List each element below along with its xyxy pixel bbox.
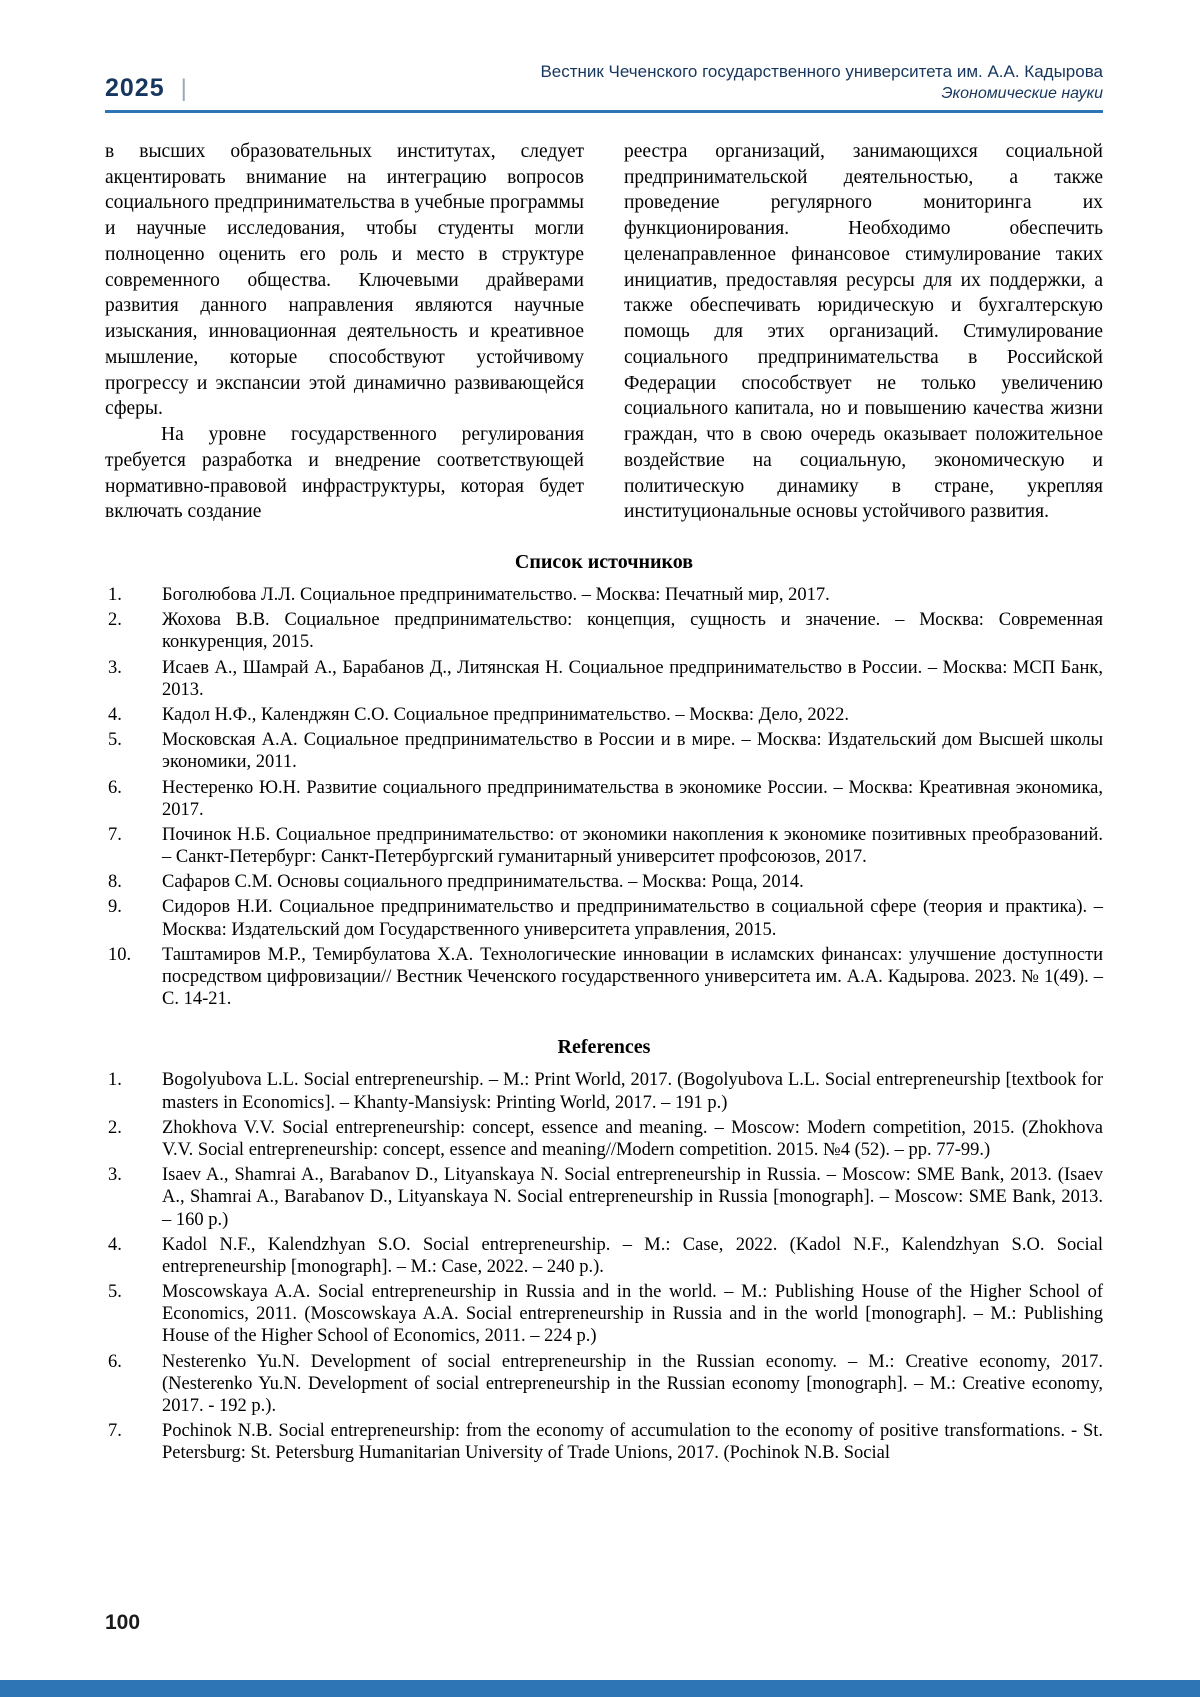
journal-section-label: Экономические науки [941, 85, 1103, 102]
references-heading: References [557, 1036, 651, 1059]
body-paragraph: На уровне государственного регулирования требуется разработка и внедрение соответствующей нормативно-правовой инфраструктуры, которая будет включать создание [105, 424, 584, 523]
header-rule [105, 110, 1103, 113]
source-item [105, 704, 1103, 726]
item-text: Kadol N.F., Kalendzhyan S.O. Social entrepreneurship. – M.: Case, 2022. (Kadol N.F., Kalendzhyan S.O. Social entrepreneurship [monograph]. – M.: Case, 2022. – 240 p.). [162, 1234, 1103, 1277]
item-number: 5. [108, 1282, 122, 1303]
item-text: Bogolyubova L.L. Social entrepreneurship. – M.: Print World, 2017. (Bogolyubova L.L. Social entrepreneurship [textbook for masters in Economics]. – Khanty-Mansiysk: Printing World, 2017. – 191 p.) [162, 1070, 1103, 1113]
body-paragraph: реестра организаций, занимающихся социальной предпринимательской деятельностью, а также проведение регулярного мониторинга их функционирования. Необходимо обеспечить целенаправленное финансовое стимулирование таких инициатив, предоставляя ресурсы для их поддержки, а также обеспечивать юридическую и бухгалтерскую помощь для этих организаций. Стимулирование социального предпринимательства в Российской Федерации способствует не только увеличению социального капитала, но и повышению качества жизни граждан, что в свою очередь оказывает положительное воздействие на социальную, экономическую и политическую динамику в стране, укрепляя институциональные основы устойчивого развития. [624, 141, 1103, 523]
page-number: 100 [105, 1611, 141, 1634]
source-item [105, 777, 1103, 821]
item-text: Жохова В.В. Социальное предпринимательство: концепция, сущность и значение. – Москва: Современная конкуренция, 2015. [162, 610, 1103, 653]
reference-item [105, 1117, 1103, 1161]
item-number: 2. [108, 610, 122, 631]
item-number: 3. [108, 1165, 122, 1186]
item-number: 2. [108, 1117, 122, 1138]
item-number: 9. [108, 897, 122, 918]
item-number: 6. [108, 1351, 122, 1372]
item-text: Zhokhova V.V. Social entrepreneurship: concept, essence and meaning. – Moscow: Modern competition, 2015. (Zhokhova V.V. Social entrepreneurship: concept, essence and meaning//Modern competition. 2015. №4 (52). – pp. 77-99.) [162, 1117, 1103, 1160]
source-item [105, 871, 1103, 893]
item-text: Nesterenko Yu.N. Development of social entrepreneurship in the Russian economy. – M.: Creative economy, 2017. (Nesterenko Yu.N. Development of social entrepreneurship in the Russian economy [monograph]. – M.: Creative economy, 2017. - 192 p.). [162, 1351, 1103, 1417]
item-number: 3. [108, 657, 122, 678]
item-text: Pochinok N.B. Social entrepreneurship: from the economy of accumulation to the economy of positive transformations. - St. Petersburg: St. Petersburg Humanitarian University of Trade Unions, 2017. (Pochinok N.B. Social [162, 1421, 1103, 1464]
item-text: Isaev A., Shamrai A., Barabanov D., Lityanskaya N. Social entrepreneurship in Russia. – Moscow: SME Bank, 2013. (Isaev A., Shamrai A., Barabanov D., Lityanskaya N. Social entrepreneurship in Russia [monograph]. – Moscow: SME Bank, 2013. – 160 p.) [162, 1165, 1103, 1230]
source-item [105, 657, 1103, 701]
item-number: 4. [108, 704, 122, 725]
right-column [624, 139, 1103, 525]
source-item [105, 729, 1103, 773]
item-text: Кадол Н.Ф., Календжян С.О. Социальное предпринимательство. – Москва: Дело, 2022. [162, 704, 850, 725]
reference-item [105, 1069, 1103, 1113]
sources-heading: Список источников [514, 551, 694, 574]
header-right [540, 62, 1103, 103]
item-text: Moscowskaya A.A. Social entrepreneurship in Russia and in the world. – M.: Publishing House of the Higher School of Economics, 2011. (Moscowskaya A.A. Social entrepreneurship in Russia and in the world [monograph]. – M.: Publishing House of the Higher School of Economics, 2011. – 224 p.) [162, 1282, 1103, 1347]
item-number: 6. [108, 777, 122, 798]
item-text: Сидоров Н.И. Социальное предпринимательство и предпринимательство в социальной сфере (теория и практика). – Москва: Издательский дом Государственного университета управления, 2015. [162, 897, 1103, 940]
item-number: 7. [108, 1421, 122, 1442]
reference-item [105, 1164, 1103, 1231]
item-text: Таштамиров М.Р., Темирбулатова Х.А. Технологические инновации в исламских финансах: улучшение доступности посредством цифровизации// Вестник Чеченского государственного университета им. А.А. Кадырова. 2023. № 1(49). – С. 14-21. [162, 944, 1103, 1010]
header-separator: | [180, 75, 187, 102]
year-label: 2025 [105, 74, 165, 102]
source-item [105, 584, 1103, 606]
item-text: Боголюбова Л.Л. Социальное предпринимательство. – Москва: Печатный мир, 2017. [162, 585, 830, 606]
sources-list [105, 584, 1103, 1010]
reference-item [105, 1351, 1103, 1418]
item-number: 7. [108, 824, 122, 845]
item-number: 5. [108, 730, 122, 751]
source-item [105, 609, 1103, 653]
item-number: 4. [108, 1234, 122, 1255]
references-list [105, 1069, 1103, 1464]
source-item [105, 824, 1103, 868]
item-text: Исаев А., Шамрай А., Барабанов Д., Литянская Н. Социальное предпринимательство в России. – Москва: МСП Банк, 2013. [162, 657, 1103, 700]
item-text: Починок Н.Б. Социальное предпринимательство: от экономики накопления к экономике позитивных преобразований. – Санкт-Петербург: Санкт-Петербургский гуманитарный университет профсоюзов, 2017. [162, 824, 1103, 868]
item-text: Московская А.А. Социальное предпринимательство в России и в мире. – Москва: Издательский дом Высшей школы экономики, 2011. [162, 730, 1103, 773]
item-number: 1. [108, 1070, 122, 1091]
item-number: 1. [108, 585, 122, 606]
reference-item [105, 1420, 1103, 1464]
reference-item [105, 1234, 1103, 1278]
page-header [105, 0, 1103, 103]
item-text: Нестеренко Ю.Н. Развитие социального предпринимательства в экономике России. – Москва: Креативная экономика, 2017. [162, 777, 1103, 820]
item-number: 8. [108, 872, 122, 893]
item-text: Сафаров С.М. Основы социального предпринимательства. – Москва: Роща, 2014. [162, 872, 804, 893]
left-column [105, 139, 584, 525]
journal-title: Вестник Чеченского государственного университета им. А.А. Кадырова [540, 62, 1103, 81]
source-item [105, 944, 1103, 1011]
item-number: 10. [108, 944, 132, 965]
reference-item [105, 1281, 1103, 1348]
bottom-accent-bar [0, 1680, 1200, 1697]
body-paragraph: в высших образовательных институтах, следует акцентировать внимание на интеграцию вопросов социального предпринимательства в учебные программы и научные исследования, чтобы студенты могли полноценно оценить его роль и место в структуре современного общества. Ключевыми драйверами развития данного направления являются научные изыскания, инновационная деятельность и креативное мышление, которые способствуют устойчивому прогрессу и экспансии этой динамично развивающейся сферы. [105, 141, 584, 420]
source-item [105, 896, 1103, 940]
article-body [105, 139, 1103, 525]
header-left [105, 74, 187, 103]
